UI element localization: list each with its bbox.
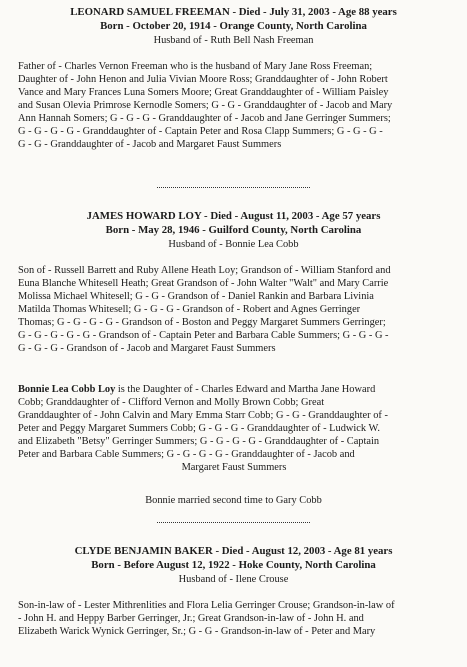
entry-1-born: Born - October 20, 1914 - Orange County, North Carolina (100, 20, 367, 32)
entry-1-line: G - G - G - G - Granddaughter of - Captain Peter and Rosa Clapp Summers; G - G - G - (18, 126, 383, 138)
wife-line: is the Daughter of - Charles Edward and Martha Jane Howard (115, 384, 376, 395)
entry-1-genealogy (18, 60, 450, 151)
entry-2-note: Bonnie married second time to Gary Cobb (145, 495, 322, 506)
entry-1-spouse: Husband of - Ruth Bell Nash Freeman (153, 35, 314, 46)
entry-2-line: Son of - Russell Barrett and Ruby Allene Heath Loy; Grandson of - William Stanford and (18, 265, 391, 276)
entry-1-line: Father of - Charles Vernon Freeman who is the husband of Mary Jane Ross Freeman; (18, 61, 373, 72)
wife-name: Bonnie Lea Cobb Loy (18, 384, 116, 395)
separator (157, 522, 310, 523)
entry-1-header: LEONARD SAMUEL FREEMAN - Died - July 31, 2003 - Age 88 years (70, 6, 397, 18)
entry-2-wife-line: and Elizabeth "Betsy" Gerringer Summers; G - G - G - G - Granddaughter of - Captain (18, 436, 380, 448)
entry-3-born: Born - Before August 12, 1922 - Hoke County, North Carolina (91, 559, 376, 571)
entry-2-wife-line: Margaret Faust Summers (181, 462, 287, 474)
entry-2-wife-line: Peter and Peggy Margaret Summers Cobb; G - G - G - Granddaughter of - Ludwick W. (18, 423, 380, 435)
entry-3-line: - John H. and Heppy Barber Gerringer, Jr.; Great Grandson-in-law of - John H. and (18, 613, 364, 625)
entry-2-line: Matilda Thomas Whitesell; G - G - G - Grandson of - Robert and Agnes Gerringer (18, 304, 361, 316)
entry-2-wife-line: Cobb; Granddaughter of - Clifford Vernon and Molly Brown Cobb; Great (18, 397, 325, 409)
entry-2-genealogy (18, 264, 450, 355)
separator (157, 187, 310, 188)
entry-2-born: Born - May 28, 1946 - Guilford County, North Carolina (105, 224, 362, 236)
entry-2-line: Thomas; G - G - G - G - Grandson of - Boston and Peggy Margaret Summers Gerringer; (18, 317, 386, 329)
entry-2-line: G - G - G - G - G - Grandson of - Captain Peter and Barbara Cable Summers; G - G - G - (18, 330, 389, 342)
entry-1-line: G - G - Granddaughter of - Jacob and Margaret Faust Summers (18, 139, 282, 151)
entry-2-wife-line: Peter and Barbara Cable Summers; G - G - G - G - Granddaughter of - Jacob and (18, 449, 355, 461)
entry-3-header: CLYDE BENJAMIN BAKER - Died - August 12, 2003 - Age 81 years (74, 545, 393, 557)
entry-1-line: and Susan Olevia Primrose Kernodle Somers; G - G - Granddaughter of - Jacob and Mary (18, 100, 393, 112)
entry-3-line: Elizabeth Warick Wynick Gerringer, Sr.; G - G - Grandson-in-law of - Peter and Mary (18, 626, 376, 638)
entry-2-wife-line-first (18, 383, 450, 396)
entry-2-line: Euna Blanche Whitesell Heath; Great Grandson of - John Walter "Walt" and Mary Carrie (18, 278, 389, 290)
entry-2-spouse: Husband of - Bonnie Lea Cobb (168, 239, 299, 250)
entry-2-wife-line: Granddaughter of - John Calvin and Mary Emma Starr Cobb; G - G - Granddaughter of - (18, 410, 388, 422)
entry-1-line: Ann Hannah Somers; G - G - G - Granddaughter of - Jacob and Jane Gerringer Summers; (18, 113, 391, 125)
entry-3-genealogy (18, 599, 450, 638)
entry-1-line: Vance and Mary Frances Luna Somers Moore; Great Granddaughter of - William Paisley (18, 87, 389, 99)
entry-2-line: Molissa Michael Whitesell; G - G - Grandson of - Daniel Rankin and Barbara Livinia (18, 291, 374, 303)
entry-2-line: G - G - G - Grandson of - Jacob and Margaret Faust Summers (18, 343, 276, 355)
entry-3-line: Son-in-law of - Lester Mithrenlities and Flora Lelia Gerringer Crouse; Grandson-in-law of (18, 600, 395, 611)
entry-3-spouse: Husband of - Ilene Crouse (178, 574, 289, 585)
entry-2-header: JAMES HOWARD LOY - Died - August 11, 2003 - Age 57 years (86, 210, 381, 222)
entry-1-line: Daughter of - John Henon and Julia Vivian Moore Ross; Granddaughter of - John Robert (18, 74, 388, 86)
entry-2-wife-genealogy (18, 383, 450, 474)
